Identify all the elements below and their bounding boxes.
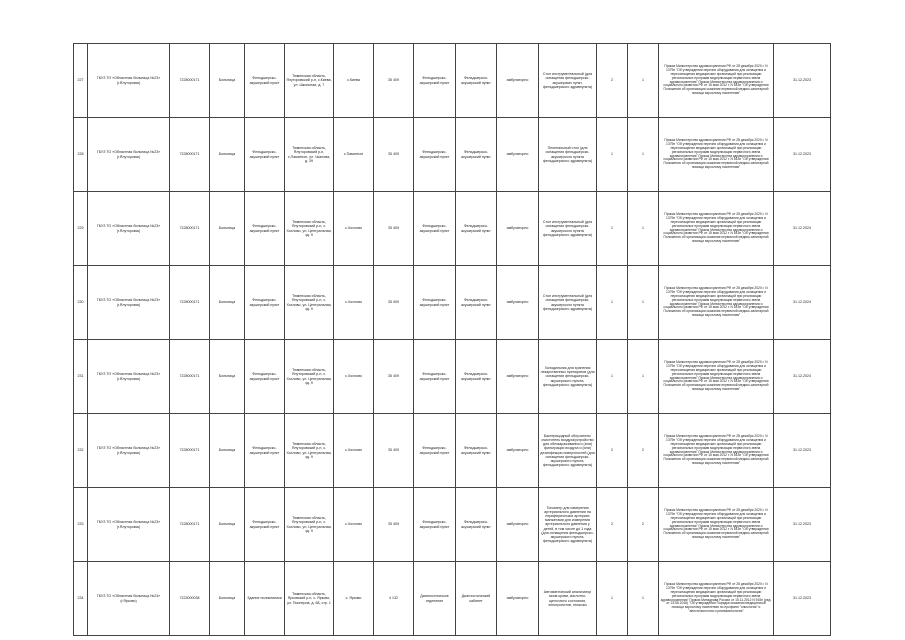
quantity-required: 1 xyxy=(597,266,628,340)
institution-type: Больница xyxy=(210,488,245,562)
quantity-required: 1 xyxy=(597,340,628,414)
institution-type: Больница xyxy=(210,562,245,636)
inn-code: 7228000171 xyxy=(170,192,210,266)
institution-type: Больница xyxy=(210,340,245,414)
row-number: 231 xyxy=(74,340,88,414)
deadline-date: 31.12.2023 xyxy=(774,414,831,488)
quantity-required: 2 xyxy=(597,488,628,562)
address: Тюменская область, Ярковский р-н, с. Ярково, ул. Пионеров, д. 68, стр. 1 xyxy=(285,562,334,636)
equipment-name: Тонометр для измерения артериального давления на периферических артериях манжетами для измерения артериального давления у детей, в том числе до 1 года (для оснащения фельдшерско-акушерского пункта, фельдшерского здравпункта) xyxy=(539,488,597,562)
settlement: с.Хохлово xyxy=(334,414,374,488)
quantity-planned: 2 xyxy=(628,488,659,562)
table-row xyxy=(74,118,831,192)
equipment-name: Стол инструментальный (для оснащения фельдшерско-акушерского пункта фельдшерского здравпункта) xyxy=(539,266,597,340)
institution-type: Больница xyxy=(210,266,245,340)
department: Фельдшерско-акушерский пункт xyxy=(414,340,456,414)
institution-type: Больница xyxy=(210,118,245,192)
care-conditions: амбулаторно xyxy=(497,192,539,266)
quantity-required: 2 xyxy=(597,44,628,118)
care-conditions: амбулаторно xyxy=(497,44,539,118)
settlement: с. Ярково xyxy=(334,562,374,636)
structural-unit: Фельдшерско-акушерский пункт xyxy=(245,44,285,118)
address: Тюменская область, Ялуторовский р-н, с. Хохлово, ул. Центральная, зд. 9 xyxy=(285,192,334,266)
legal-basis: Приказ Министерства здравоохранения РФ от 28 декабря 2020 г. N 1379н "Об утверждении перечня оборудования для оснащения и переоснащения медицинских организаций при реализации региональных программ модернизации первичного звена здравоохранения" Приказ Министерства здравоохранения и социального развития РФ от 15 мая 2012 г. N 543н "Об утверждении Положения об организации оказания первичной медико-санитарной помощи взрослому населению" xyxy=(659,266,774,340)
quantity-planned: 1 xyxy=(628,266,659,340)
organization-name: ГБУЗ ТО «Областная больница №23» (г.Ялуторовск) xyxy=(88,118,170,192)
deadline-date: 31.12.2024 xyxy=(774,192,831,266)
cabinet: Фельдшерско-акушерский пункт xyxy=(456,414,497,488)
care-conditions: амбулаторно xyxy=(497,118,539,192)
inn-code: 7228000171 xyxy=(170,414,210,488)
address: Тюменская область, Ялуторовский р-н, с. Хохлово, ул. Центральная, зд. 9 xyxy=(285,414,334,488)
organization-name: ГБУЗ ТО «Областная больница №23» (г.Ялуторовск) xyxy=(88,414,170,488)
deadline-date: 31.12.2023 xyxy=(774,118,831,192)
settlement: с.Хохлово xyxy=(334,266,374,340)
table-row xyxy=(74,266,831,340)
organization-name: ГБУЗ ТО «Областная больница №24» (г.Ярково) xyxy=(88,562,170,636)
quantity-required: 1 xyxy=(597,118,628,192)
table-row xyxy=(74,562,831,636)
inn-code: 7228000171 xyxy=(170,488,210,562)
equipment-table xyxy=(73,43,831,636)
care-conditions: амбулаторно xyxy=(497,414,539,488)
care-conditions: амбулаторно xyxy=(497,562,539,636)
address: Тюменская область, Ялуторовский р-н, с.Памятное, ул. Чкалова, д. 39 xyxy=(285,118,334,192)
structural-unit: Фельдшерско-акушерский пункт xyxy=(245,340,285,414)
organization-name: ГБУЗ ТО «Областная больница №23» (г.Ялуторовск) xyxy=(88,266,170,340)
quantity-required: 1 xyxy=(597,562,628,636)
cabinet: Фельдшерско-акушерский пункт xyxy=(456,266,497,340)
cabinet: Фельдшерско-акушерский пункт xyxy=(456,488,497,562)
institution-type: Больница xyxy=(210,414,245,488)
inn-code: 7228000171 xyxy=(170,118,210,192)
equipment-name: Холодильник для хранения лекарственных препаратов (для оснащения фельдшерско-акушерского пункта, фельдшерского здравпункта) xyxy=(539,340,597,414)
structural-unit: Фельдшерско-акушерский пункт xyxy=(245,192,285,266)
cabinet: Фельдшерско-акушерский пункт xyxy=(456,118,497,192)
inn-code: 7223000038 xyxy=(170,562,210,636)
address: Тюменская область, Ялуторовский р-н, с.Киева, ул. Школьная, д. 7 xyxy=(285,44,334,118)
legal-basis: Приказ Министерства здравоохранения РФ от 28 декабря 2020 г. N 1379н "Об утверждении перечня оборудования для оснащения и переоснащения медицинских организаций при реализации региональных программ модернизации первичного звена здравоохранения" Приказ Министерства здравоохранения и социального развития РФ от 15 мая 2012 г. N 543н "Об утверждении Положения об организации оказания первичной медико-санитарной помощи взрослому населению" xyxy=(659,340,774,414)
care-conditions: амбулаторно xyxy=(497,488,539,562)
quantity-planned: 2 xyxy=(628,414,659,488)
row-number: 227 xyxy=(74,44,88,118)
department: Фельдшерско-акушерский пункт xyxy=(414,118,456,192)
structural-unit: Фельдшерско-акушерский пункт xyxy=(245,266,285,340)
cabinet: Диагностический кабинет xyxy=(456,562,497,636)
table-row xyxy=(74,414,831,488)
deadline-date: 31.12.2023 xyxy=(774,562,831,636)
organization-name: ГБУЗ ТО «Областная больница №23» (г.Ялуторовск) xyxy=(88,192,170,266)
address: Тюменская область, Ялуторовский р-н, с. Хохлово, ул. Центральная, зд. 9 xyxy=(285,340,334,414)
settlement: с.Памятное xyxy=(334,118,374,192)
equipment-name: Бактерицидный облучатель/очиститель воздуха/устройство для обеззараживания и (или) фильтрации воздуха и (или) дезинфекции поверхностей (для оснащения фельдшерско-акушерского пункта, фельдшерского здравпункта) xyxy=(539,414,597,488)
settlement-code: 35 409 xyxy=(374,340,414,414)
legal-basis: Приказ Министерства здравоохранения РФ от 28 декабря 2020 г. N 1379н "Об утверждении перечня оборудования для оснащения и переоснащения медицинских организаций при реализации региональных программ модернизации первичного звена здравоохранения" Приказ Министерства здравоохранения и социального развития РФ от 15 мая 2012 г. N 543н "Об утверждении Положения об организации оказания первичной медико-санитарной помощи взрослому населению" xyxy=(659,488,774,562)
department: Фельдшерско-акушерский пункт xyxy=(414,488,456,562)
quantity-planned: 1 xyxy=(628,118,659,192)
cabinet: Фельдшерско-акушерский пункт xyxy=(456,340,497,414)
row-number: 232 xyxy=(74,414,88,488)
organization-name: ГБУЗ ТО «Областная больница №23» (г.Ялуторовск) xyxy=(88,488,170,562)
care-conditions: амбулаторно xyxy=(497,340,539,414)
legal-basis: Приказ Министерства здравоохранения РФ от 28 декабря 2020 г. N 1379н "Об утверждении перечня оборудования для оснащения и переоснащения медицинских организаций при реализации региональных программ модернизации первичного звена здравоохранения" Приказ Минздрава России от 15.11.2012 N 915н (ред. от 23.08.2016) "Об утверждении Порядка оказания медицинской помощи взрослому населению по профилю "онкология" и "анестезиология и реаниматология" xyxy=(659,562,774,636)
equipment-name: Стол инструментальный (для оснащения фельдшерско-акушерского пункта фельдшерского здравпункта) xyxy=(539,192,597,266)
settlement-code: 35 409 xyxy=(374,266,414,340)
legal-basis: Приказ Министерства здравоохранения РФ от 28 декабря 2020 г. N 1379н "Об утверждении перечня оборудования для оснащения и переоснащения медицинских организаций при реализации региональных программ модернизации первичного звена здравоохранения" Приказ Министерства здравоохранения и социального развития РФ от 15 мая 2012 г. N 543н "Об утверждении Положения об организации оказания первичной медико-санитарной помощи взрослому населению" xyxy=(659,118,774,192)
table-row xyxy=(74,44,831,118)
institution-type: Больница xyxy=(210,44,245,118)
legal-basis: Приказ Министерства здравоохранения РФ от 28 декабря 2020 г. N 1379н "Об утверждении перечня оборудования для оснащения и переоснащения медицинских организаций при реализации региональных программ модернизации первичного звена здравоохранения" Приказ Министерства здравоохранения и социального развития РФ от 15 мая 2012 г. N 543н "Об утверждении Положения об организации оказания первичной медико-санитарной помощи взрослому населению" xyxy=(659,414,774,488)
quantity-required: 1 xyxy=(597,192,628,266)
organization-name: ГБУЗ ТО «Областная больница №23» (г.Ялуторовск) xyxy=(88,340,170,414)
inn-code: 7228000171 xyxy=(170,340,210,414)
deadline-date: 31.12.2023 xyxy=(774,44,831,118)
structural-unit: Фельдшерско-акушерский пункт xyxy=(245,118,285,192)
quantity-planned: 1 xyxy=(628,340,659,414)
settlement: с.Киева xyxy=(334,44,374,118)
department: Фельдшерско-акушерский пункт xyxy=(414,44,456,118)
department: Диагностическое отделение xyxy=(414,562,456,636)
deadline-date: 31.12.2024 xyxy=(774,340,831,414)
settlement-code: 35 409 xyxy=(374,414,414,488)
department: Фельдшерско-акушерский пункт xyxy=(414,266,456,340)
department: Фельдшерско-акушерский пункт xyxy=(414,192,456,266)
table-row xyxy=(74,488,831,562)
row-number: 229 xyxy=(74,192,88,266)
row-number: 234 xyxy=(74,562,88,636)
quantity-planned: 1 xyxy=(628,44,659,118)
structural-unit: Фельдшерско-акушерский пункт xyxy=(245,488,285,562)
row-number: 228 xyxy=(74,118,88,192)
cabinet: Фельдшерско-акушерский пункт xyxy=(456,192,497,266)
address: Тюменская область, Ялуторовский р-н, с. Хохлово, ул. Центральная, зд. 9 xyxy=(285,488,334,562)
inn-code: 7228000171 xyxy=(170,44,210,118)
settlement: с.Хохлово xyxy=(334,488,374,562)
institution-type: Больница xyxy=(210,192,245,266)
settlement-code: 35 409 xyxy=(374,118,414,192)
row-number: 230 xyxy=(74,266,88,340)
address: Тюменская область, Ялуторовский р-н, с. Хохлово, ул. Центральная, зд. 9 xyxy=(285,266,334,340)
settlement-code: 35 409 xyxy=(374,192,414,266)
equipment-name: Пеленальный стол (для оснащения фельдшерско-акушерского пункта фельдшерского здравпункта) xyxy=(539,118,597,192)
settlement: с.Хохлово xyxy=(334,192,374,266)
settlement-code: 4 132 xyxy=(374,562,414,636)
cabinet: Фельдшерско-акушерский пункт xyxy=(456,44,497,118)
legal-basis: Приказ Министерства здравоохранения РФ от 28 декабря 2020 г. N 1379н "Об утверждении перечня оборудования для оснащения и переоснащения медицинских организаций при реализации региональных программ модернизации первичного звена здравоохранения" Приказ Министерства здравоохранения и социального развития РФ от 15 мая 2012 г. N 543н "Об утверждении Положения об организации оказания первичной медико-санитарной помощи взрослому населению" xyxy=(659,192,774,266)
legal-basis: Приказ Министерства здравоохранения РФ от 28 декабря 2020 г. N 1379н "Об утверждении перечня оборудования для оснащения и переоснащения медицинских организаций при реализации региональных программ модернизации первичного звена здравоохранения" Приказ Министерства здравоохранения и социального развития РФ от 15 мая 2012 г. N 543н "Об утверждении Положения об организации оказания первичной медико-санитарной помощи взрослому населению" xyxy=(659,44,774,118)
settlement: с.Хохлово xyxy=(334,340,374,414)
settlement-code: 35 409 xyxy=(374,488,414,562)
structural-unit: Здание поликлиники xyxy=(245,562,285,636)
settlement-code: 35 409 xyxy=(374,44,414,118)
deadline-date: 31.12.2024 xyxy=(774,266,831,340)
table-row xyxy=(74,340,831,414)
table-row xyxy=(74,192,831,266)
row-number: 233 xyxy=(74,488,88,562)
quantity-required: 2 xyxy=(597,414,628,488)
department: Фельдшерско-акушерский пункт xyxy=(414,414,456,488)
inn-code: 7228000171 xyxy=(170,266,210,340)
deadline-date: 31.12.2023 xyxy=(774,488,831,562)
quantity-planned: 1 xyxy=(628,562,659,636)
quantity-planned: 1 xyxy=(628,192,659,266)
organization-name: ГБУЗ ТО «Областная больница №23» (г.Ялуторовск) xyxy=(88,44,170,118)
structural-unit: Фельдшерско-акушерский пункт xyxy=(245,414,285,488)
care-conditions: амбулаторно xyxy=(497,266,539,340)
equipment-name: Стол инструментальный (для оснащения фельдшерско-акушерских пункт, фельдшерского здравпункта) xyxy=(539,44,597,118)
equipment-name: Автоматический анализатор газов крови, кислотно-щелочного состояния, электролитов, глюкозы xyxy=(539,562,597,636)
